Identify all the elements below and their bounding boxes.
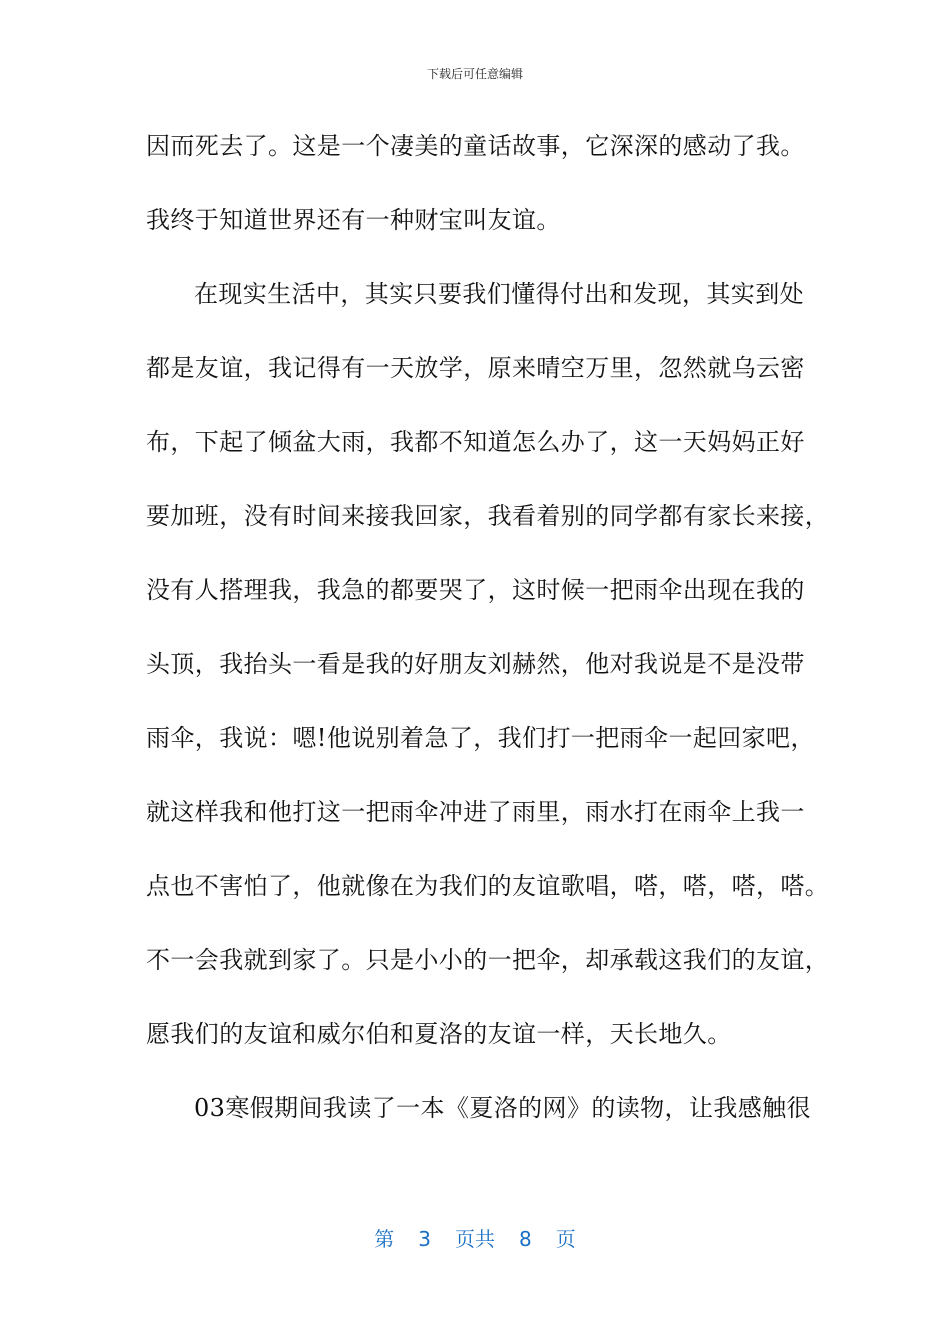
paragraph-first-line: 03寒假期间我读了一本《夏洛的网》的读物，让我感触很 <box>194 1094 811 1122</box>
body-text <box>146 126 830 1162</box>
text-line: 我终于知道世界还有一种财宝叫友谊。 <box>146 206 561 234</box>
text-line: 就这样我和他打这一把雨伞冲进了雨里，雨水打在雨伞上我一 <box>146 798 805 826</box>
text-line: 不一会我就到家了。只是小小的一把伞，却承载这我们的友谊， <box>146 946 830 974</box>
footer-current-page: 3 <box>418 1227 431 1251</box>
text-line: 因而死去了。这是一个凄美的童话故事，它深深的感动了我。 <box>146 132 805 160</box>
page-footer <box>0 1226 950 1252</box>
footer-prefix: 第 <box>374 1227 395 1251</box>
page-header: 下载后可任意编辑 <box>426 67 523 81</box>
text-line: 没有人搭理我，我急的都要哭了，这时候一把雨伞出现在我的 <box>146 576 805 604</box>
footer-middle: 页共 <box>455 1227 495 1251</box>
text-line: 要加班，没有时间来接我回家，我看着别的同学都有家长来接， <box>146 502 830 530</box>
text-line: 愿我们的友谊和威尔伯和夏洛的友谊一样，天长地久。 <box>146 1020 732 1048</box>
text-line: 头顶，我抬头一看是我的好朋友刘赫然，他对我说是不是没带 <box>146 650 805 678</box>
footer-total-pages: 8 <box>519 1227 532 1251</box>
footer-suffix: 页 <box>555 1227 576 1251</box>
paragraph-first-line: 在现实生活中，其实只要我们懂得付出和发现，其实到处 <box>194 280 804 308</box>
text-line: 布，下起了倾盆大雨，我都不知道怎么办了，这一天妈妈正好 <box>146 428 805 456</box>
text-line: 点也不害怕了，他就像在为我们的友谊歌唱，嗒，嗒，嗒，嗒。 <box>146 872 830 900</box>
text-line: 都是友谊，我记得有一天放学，原来晴空万里，忽然就乌云密 <box>146 354 805 382</box>
text-line: 雨伞，我说：嗯!他说别着急了，我们打一把雨伞一起回家吧， <box>146 724 815 752</box>
